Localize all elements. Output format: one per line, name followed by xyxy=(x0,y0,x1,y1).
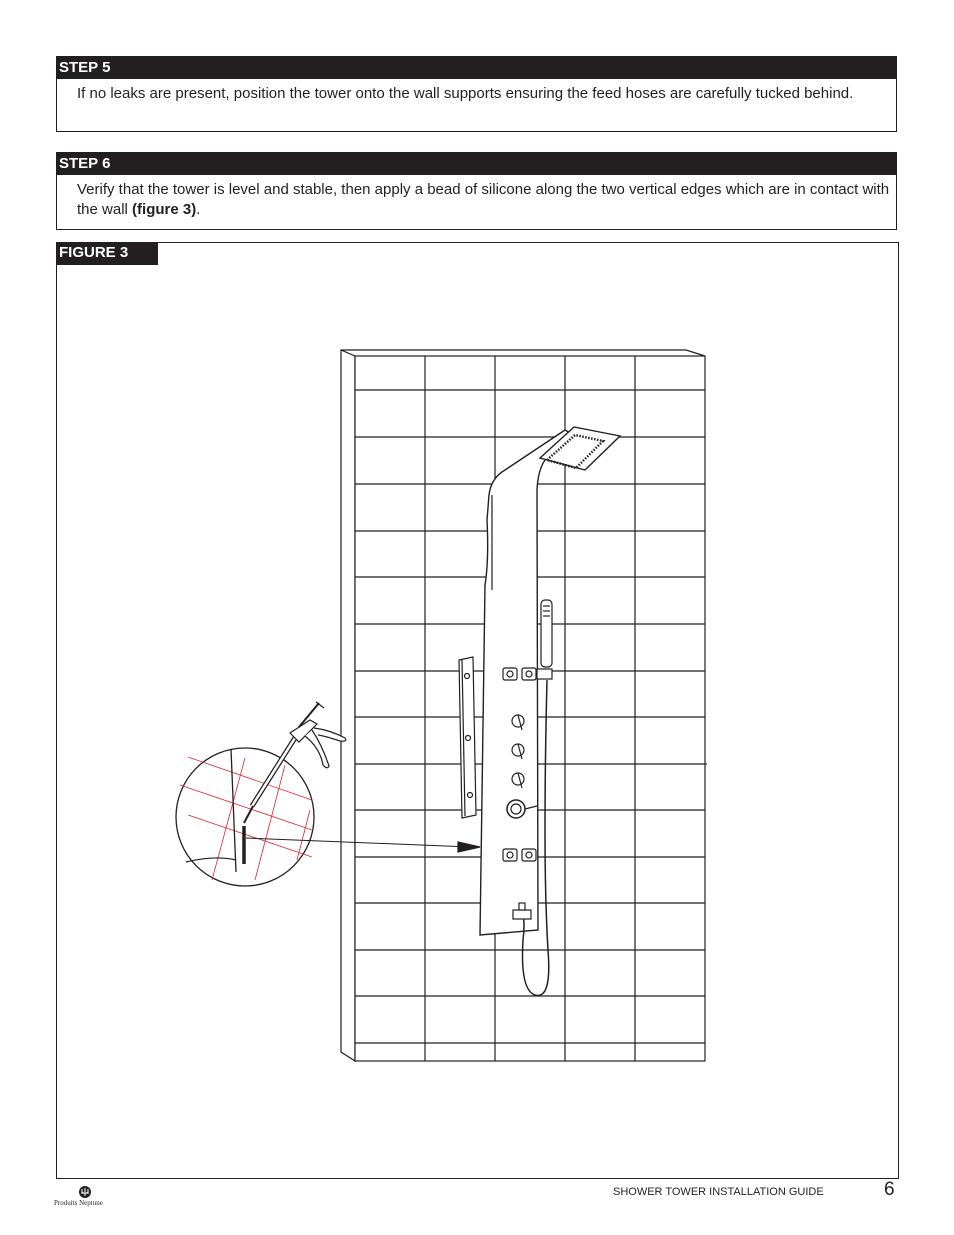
step-6-text-main: Verify that the tower is level and stable, then apply a bead of silicone along the two vertical edges which are in contact with the wall xyxy=(77,181,890,218)
step-5-header: STEP 5 xyxy=(57,57,896,79)
page-number: 6 xyxy=(884,1179,895,1200)
step-5-text: If no leaks are present, position the tower onto the wall supports ensuring the feed hoses are carefully tucked behind. xyxy=(77,85,854,102)
detail-magnifier-circle xyxy=(176,748,314,886)
figure-reference: (figure 3) xyxy=(132,201,197,218)
step-6-text-end: . xyxy=(196,201,201,218)
figure-3-label: FIGURE 3 xyxy=(57,243,158,265)
step-6-header: STEP 6 xyxy=(57,153,896,175)
footer-brand: Produits Neptune xyxy=(54,1199,103,1207)
footer-title: SHOWER TOWER INSTALLATION GUIDE xyxy=(613,1186,824,1198)
mounting-bar xyxy=(459,657,476,818)
